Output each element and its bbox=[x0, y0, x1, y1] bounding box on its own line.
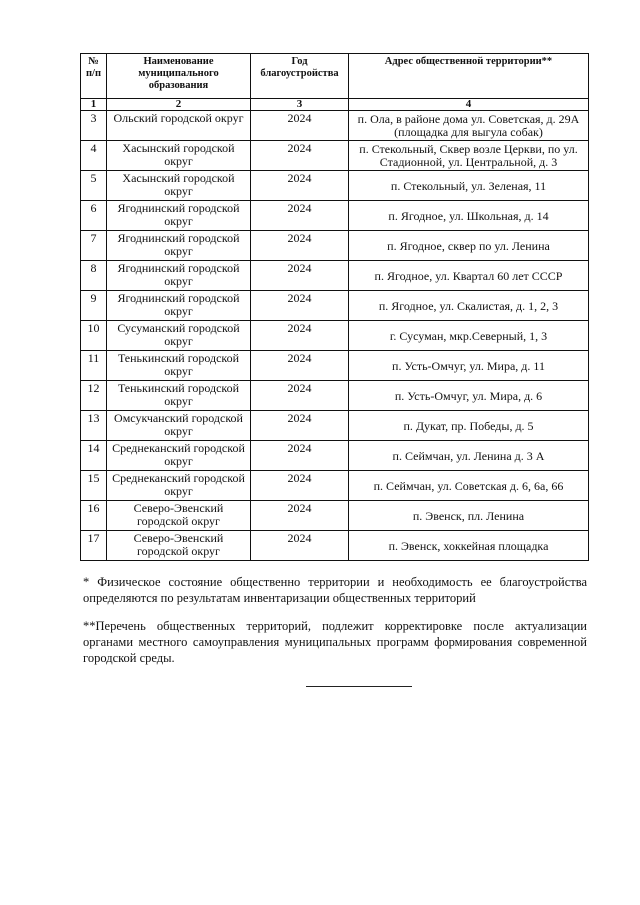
address-cell: п. Стекольный, Сквер возле Церкви, по ул. Стадионной, ул. Центральной, д. 3 bbox=[349, 141, 589, 171]
row-number: 4 bbox=[81, 141, 107, 171]
municipality-cell: Хасынский городской округ bbox=[107, 141, 251, 171]
address-cell: п. Ягодное, сквер по ул. Ленина bbox=[349, 231, 589, 261]
municipality-cell: Омсукчанский городской округ bbox=[107, 411, 251, 441]
column-number: 4 bbox=[349, 99, 589, 111]
municipality-cell: Ягоднинский городской округ bbox=[107, 291, 251, 321]
header-address: Адрес общественной территории** bbox=[349, 54, 589, 99]
address-cell: п. Дукат, пр. Победы, д. 5 bbox=[349, 411, 589, 441]
year-cell: 2024 bbox=[251, 471, 349, 501]
closing-divider bbox=[306, 686, 412, 687]
table-row bbox=[81, 411, 589, 441]
year-cell: 2024 bbox=[251, 171, 349, 201]
table-row bbox=[81, 531, 589, 561]
year-cell: 2024 bbox=[251, 111, 349, 141]
year-cell: 2024 bbox=[251, 201, 349, 231]
municipality-cell: Среднеканский городской округ bbox=[107, 441, 251, 471]
header-year: Год благоустройства bbox=[251, 54, 349, 99]
table-row bbox=[81, 321, 589, 351]
municipality-cell: Тенькинский городской округ bbox=[107, 381, 251, 411]
municipality-cell: Ягоднинский городской округ bbox=[107, 201, 251, 231]
year-cell: 2024 bbox=[251, 441, 349, 471]
address-cell: п. Стекольный, ул. Зеленая, 11 bbox=[349, 171, 589, 201]
row-number: 14 bbox=[81, 441, 107, 471]
row-number: 10 bbox=[81, 321, 107, 351]
column-number-row bbox=[81, 99, 589, 111]
table-row bbox=[81, 291, 589, 321]
address-cell: п. Сеймчан, ул. Ленина д. 3 А bbox=[349, 441, 589, 471]
address-cell: п. Ягодное, ул. Квартал 60 лет СССР bbox=[349, 261, 589, 291]
year-cell: 2024 bbox=[251, 261, 349, 291]
row-number: 17 bbox=[81, 531, 107, 561]
table-row bbox=[81, 441, 589, 471]
municipality-cell: Хасынский городской округ bbox=[107, 171, 251, 201]
year-cell: 2024 bbox=[251, 291, 349, 321]
municipality-cell: Ягоднинский городской округ bbox=[107, 231, 251, 261]
row-number: 16 bbox=[81, 501, 107, 531]
municipality-cell: Ольский городской округ bbox=[107, 111, 251, 141]
year-cell: 2024 bbox=[251, 381, 349, 411]
year-cell: 2024 bbox=[251, 411, 349, 441]
footnote-list-correction: **Перечень общественных территорий, подлежит корректировке после актуализации органами местного самоуправления муниципальных программ формирования современной городской среды. bbox=[83, 619, 587, 665]
footnote-physical-state: * Физическое состояние общественно территории и необходимость ее благоустройства определяются по результатам инвентаризации общественных территорий bbox=[83, 575, 587, 605]
row-number: 5 bbox=[81, 171, 107, 201]
row-number: 13 bbox=[81, 411, 107, 441]
table-row bbox=[81, 201, 589, 231]
address-cell: п. Ягодное, ул. Школьная, д. 14 bbox=[349, 201, 589, 231]
table-row bbox=[81, 501, 589, 531]
table-row bbox=[81, 351, 589, 381]
table-row bbox=[81, 381, 589, 411]
year-cell: 2024 bbox=[251, 501, 349, 531]
municipality-cell: Ягоднинский городской округ bbox=[107, 261, 251, 291]
address-cell: п. Сеймчан, ул. Советская д. 6, 6а, 66 bbox=[349, 471, 589, 501]
row-number: 8 bbox=[81, 261, 107, 291]
municipality-cell: Среднеканский городской округ bbox=[107, 471, 251, 501]
row-number: 7 bbox=[81, 231, 107, 261]
row-number: 3 bbox=[81, 111, 107, 141]
address-cell: п. Усть-Омчуг, ул. Мира, д. 11 bbox=[349, 351, 589, 381]
territories-table bbox=[80, 53, 589, 561]
year-cell: 2024 bbox=[251, 141, 349, 171]
row-number: 9 bbox=[81, 291, 107, 321]
address-cell: п. Ола, в районе дома ул. Советская, д. 29А (площадка для выгула собак) bbox=[349, 111, 589, 141]
municipality-cell: Северо-Эвенский городской округ bbox=[107, 531, 251, 561]
table-row bbox=[81, 231, 589, 261]
row-number: 11 bbox=[81, 351, 107, 381]
year-cell: 2024 bbox=[251, 321, 349, 351]
column-number: 3 bbox=[251, 99, 349, 111]
year-cell: 2024 bbox=[251, 351, 349, 381]
column-number: 2 bbox=[107, 99, 251, 111]
row-number: 15 bbox=[81, 471, 107, 501]
row-number: 6 bbox=[81, 201, 107, 231]
address-cell: г. Сусуман, мкр.Северный, 1, 3 bbox=[349, 321, 589, 351]
row-number: 12 bbox=[81, 381, 107, 411]
header-municipality: Наименование муниципального образования bbox=[107, 54, 251, 99]
year-cell: 2024 bbox=[251, 231, 349, 261]
address-cell: п. Ягодное, ул. Скалистая, д. 1, 2, 3 bbox=[349, 291, 589, 321]
table-row bbox=[81, 261, 589, 291]
year-cell: 2024 bbox=[251, 531, 349, 561]
municipality-cell: Сусуманский городской округ bbox=[107, 321, 251, 351]
table-row bbox=[81, 171, 589, 201]
municipality-cell: Тенькинский городской округ bbox=[107, 351, 251, 381]
table-row bbox=[81, 111, 589, 141]
address-cell: п. Эвенск, хоккейная площадка bbox=[349, 531, 589, 561]
address-cell: п. Усть-Омчуг, ул. Мира, д. 6 bbox=[349, 381, 589, 411]
municipality-cell: Северо-Эвенский городской округ bbox=[107, 501, 251, 531]
header-row bbox=[81, 54, 589, 99]
table-row bbox=[81, 471, 589, 501]
column-number: 1 bbox=[81, 99, 107, 111]
table-row bbox=[81, 141, 589, 171]
address-cell: п. Эвенск, пл. Ленина bbox=[349, 501, 589, 531]
header-number: № п/п bbox=[81, 54, 107, 99]
